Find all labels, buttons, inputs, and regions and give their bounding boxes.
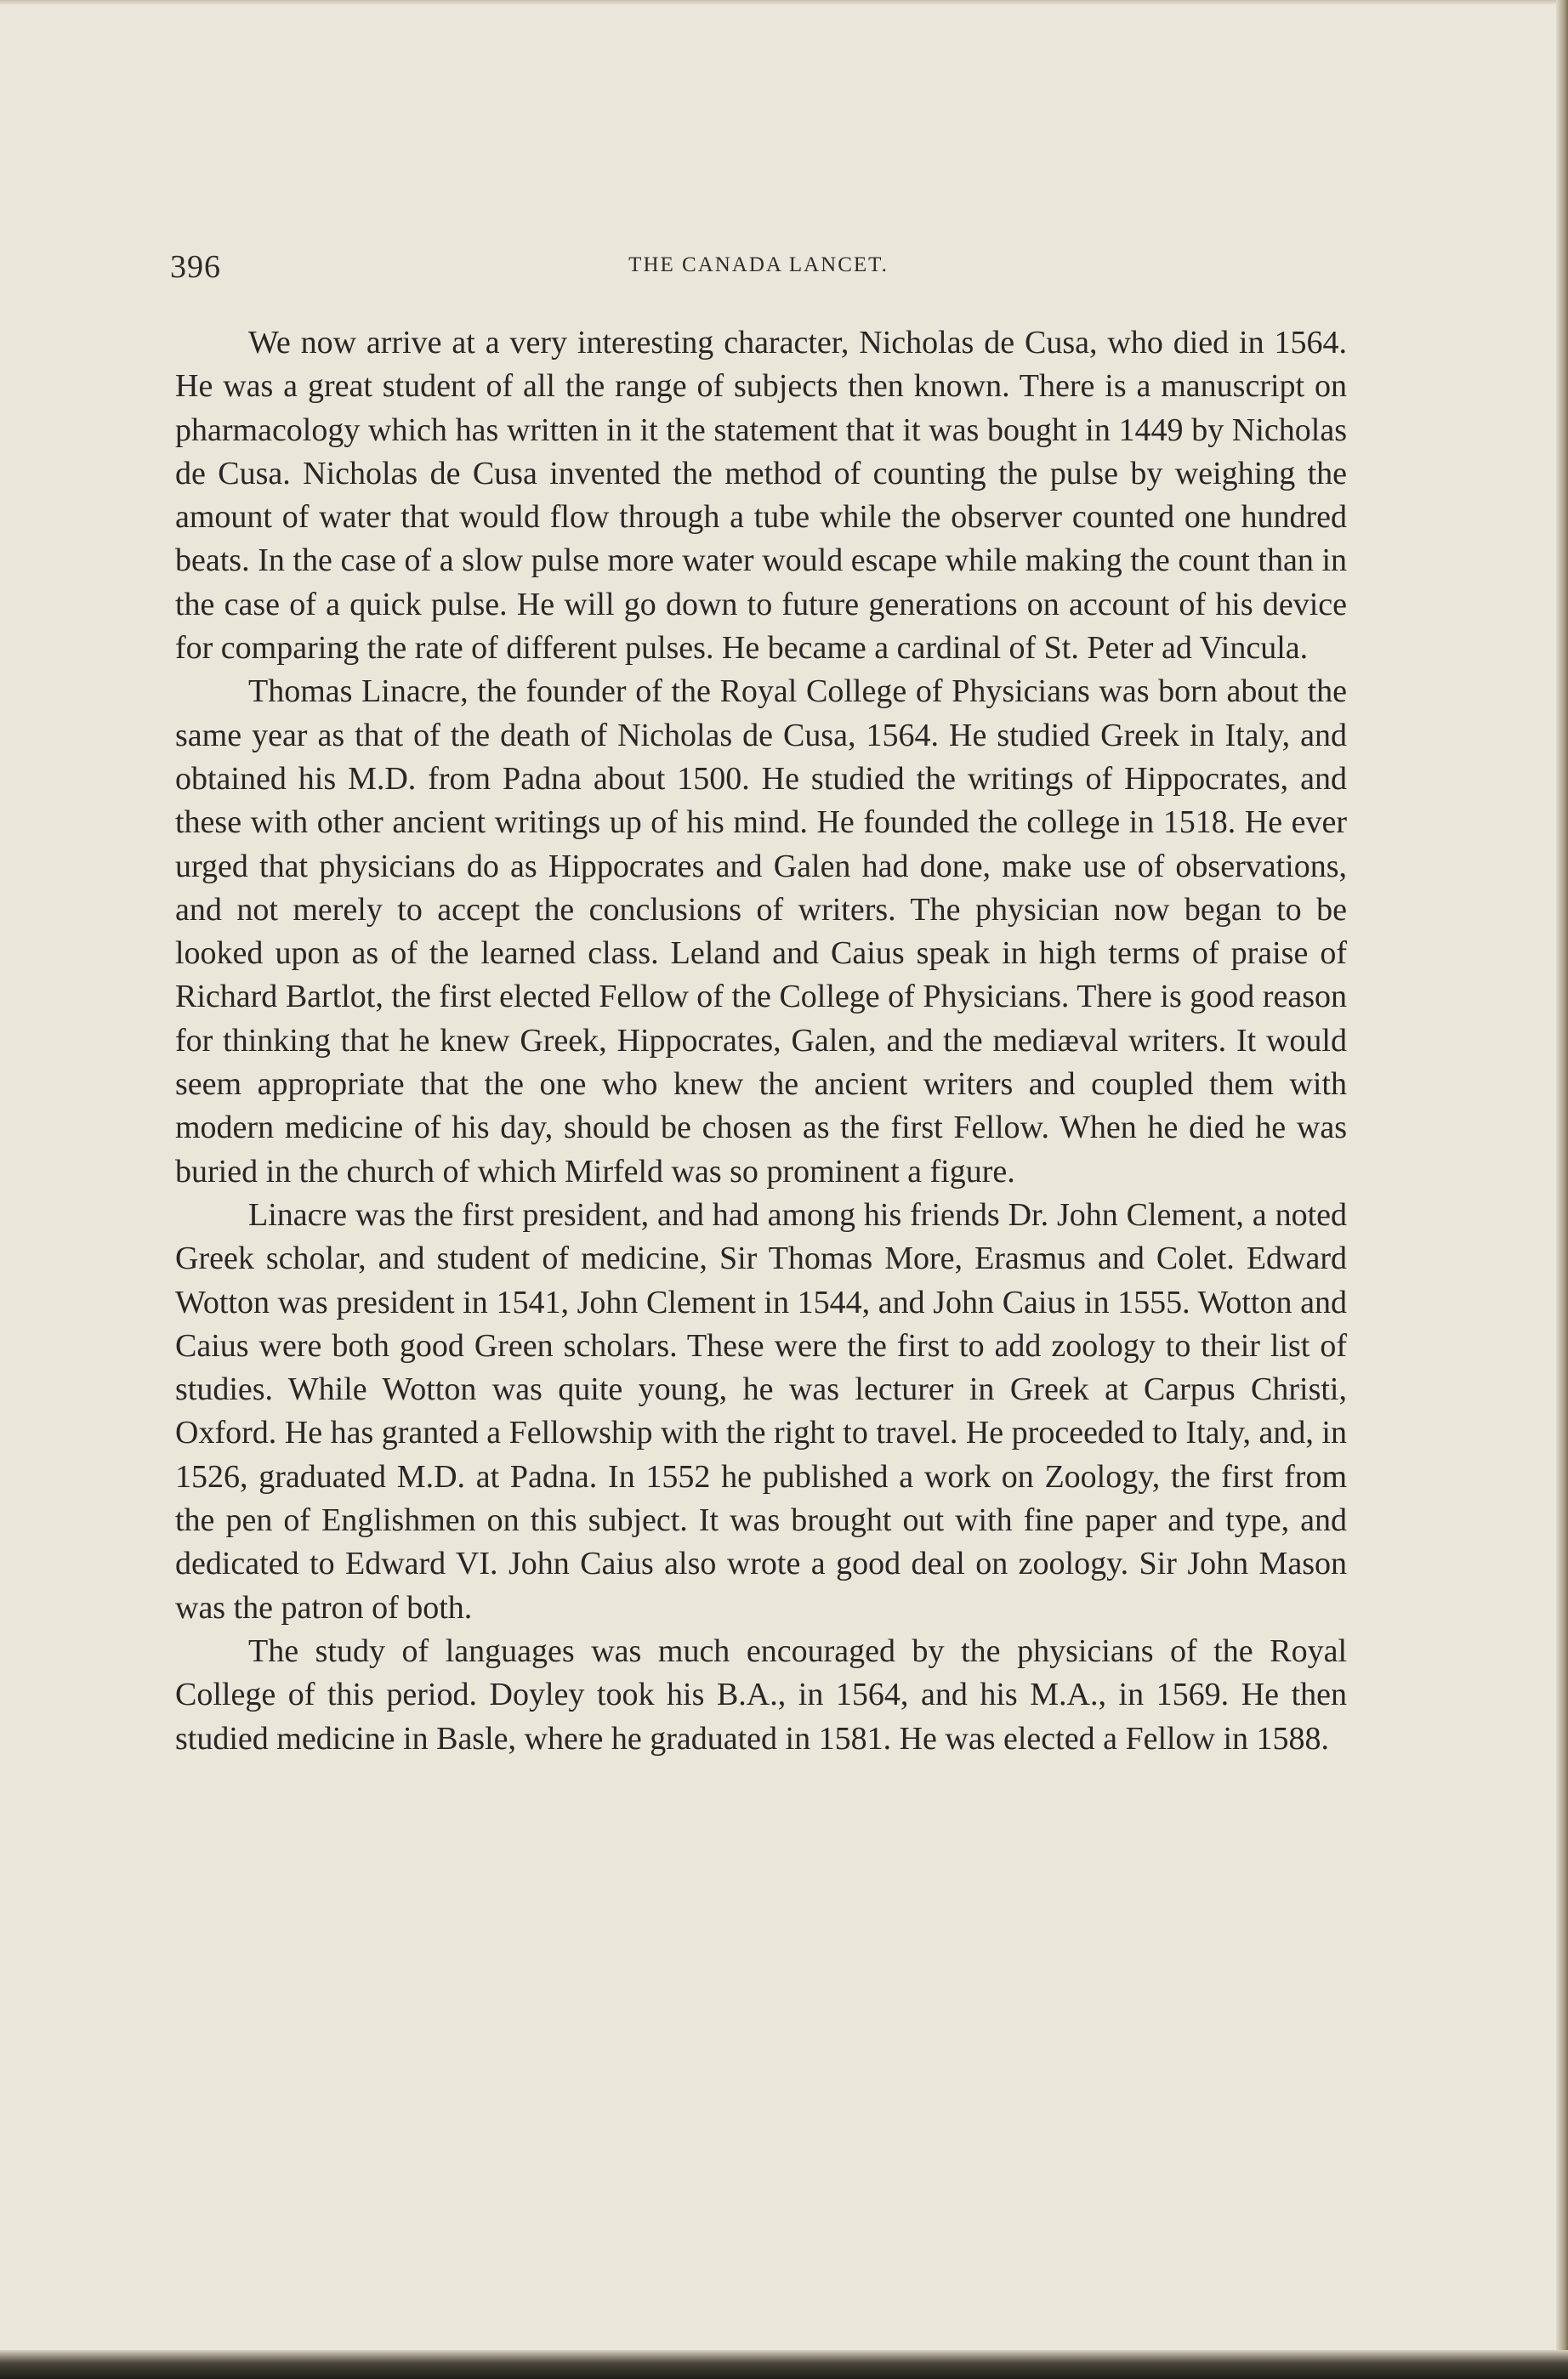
page-right-edge — [1556, 0, 1568, 2379]
page-header — [170, 248, 1347, 291]
paragraph-thomas-linacre: Thomas Linacre, the founder of the Royal College of Physicians was born about the same year as that of the death of Nicholas de Cusa, 1564. He studied Greek in Italy, and obtained his M.D. from Padna about 1500. He studied the writings of Hippocrates, and these with other ancient writings up of his mind. He founded the college in 1518. He ever urged that physicians do as Hippocrates and Galen had done, make use of observations, and not merely to accept the conclusions of writers. The physician now began to be looked upon as of the learned class. Leland and Caius speak in high terms of praise of Richard Bartlot, the first elected Fellow of the College of Physicians. There is good reason for thinking that he knew Greek, Hippocrates, Galen, and the mediæval writers. It would seem appropriate that the one who knew the ancient writers and coupled them with modern medicine of his day, should be chosen as the first Fellow. When he died he was buried in the church of which Mirfeld was so prominent a figure. — [175, 673, 1347, 1190]
paragraph-study-of-languages: The study of languages was much encouraged by the physicians of the Royal College of this period. Doyley took his B.A., in 1564, and his M.A., in 1569. He then studied medicine in Basle, where he graduated in 1581. He was elected a Fellow in 1588. — [175, 1632, 1347, 1757]
paragraph-nicholas-de-cusa: We now arrive at a very interesting character, Nicholas de Cusa, who died in 1564. He was a great student of all the range of subjects then known. There is a manuscript on pharmacology which has written in it the statement that it was bought in 1449 by Nicholas de Cusa. Nicholas de Cusa invented the method of counting the pulse by weighing the amount of water that would flow through a tube while the observer counted one hundred beats. In the case of a slow pulse more water would escape while making the count than in the case of a quick pulse. He will go down to future generations on account of his device for comparing the rate of different pulses. He became a cardinal of St. Peter ad Vincula. — [175, 325, 1347, 667]
paragraph-linacre-president: Linacre was the first president, and had among his friends Dr. John Clement, a noted Greek scholar, and student of medicine, Sir Thomas More, Erasmus and Colet. Edward Wotton was president in 1541, John Clement in 1544, and John Caius in 1555. Wotton and Caius were both good Green scholars. These were the first to add zoology to their list of studies. While Wotton was quite young, he was lecturer in Greek at Carpus Christi, Oxford. He has granted a Fellowship with the right to travel. He proceeded to Italy, and, in 1526, graduated M.D. at Padna. In 1552 he published a work on Zoology, the first from the pen of Englishmen on this subject. It was brought out with fine paper and type, and dedicated to Edward VI. John Caius also wrote a good deal on zoology. Sir John Mason was the patron of both. — [175, 1196, 1347, 1626]
page-number: 396 — [170, 249, 221, 285]
body-text — [175, 321, 1347, 1761]
page-bottom-edge — [0, 2350, 1568, 2379]
page-top-edge — [0, 0, 1568, 5]
running-head: THE CANADA LANCET. — [628, 253, 889, 276]
